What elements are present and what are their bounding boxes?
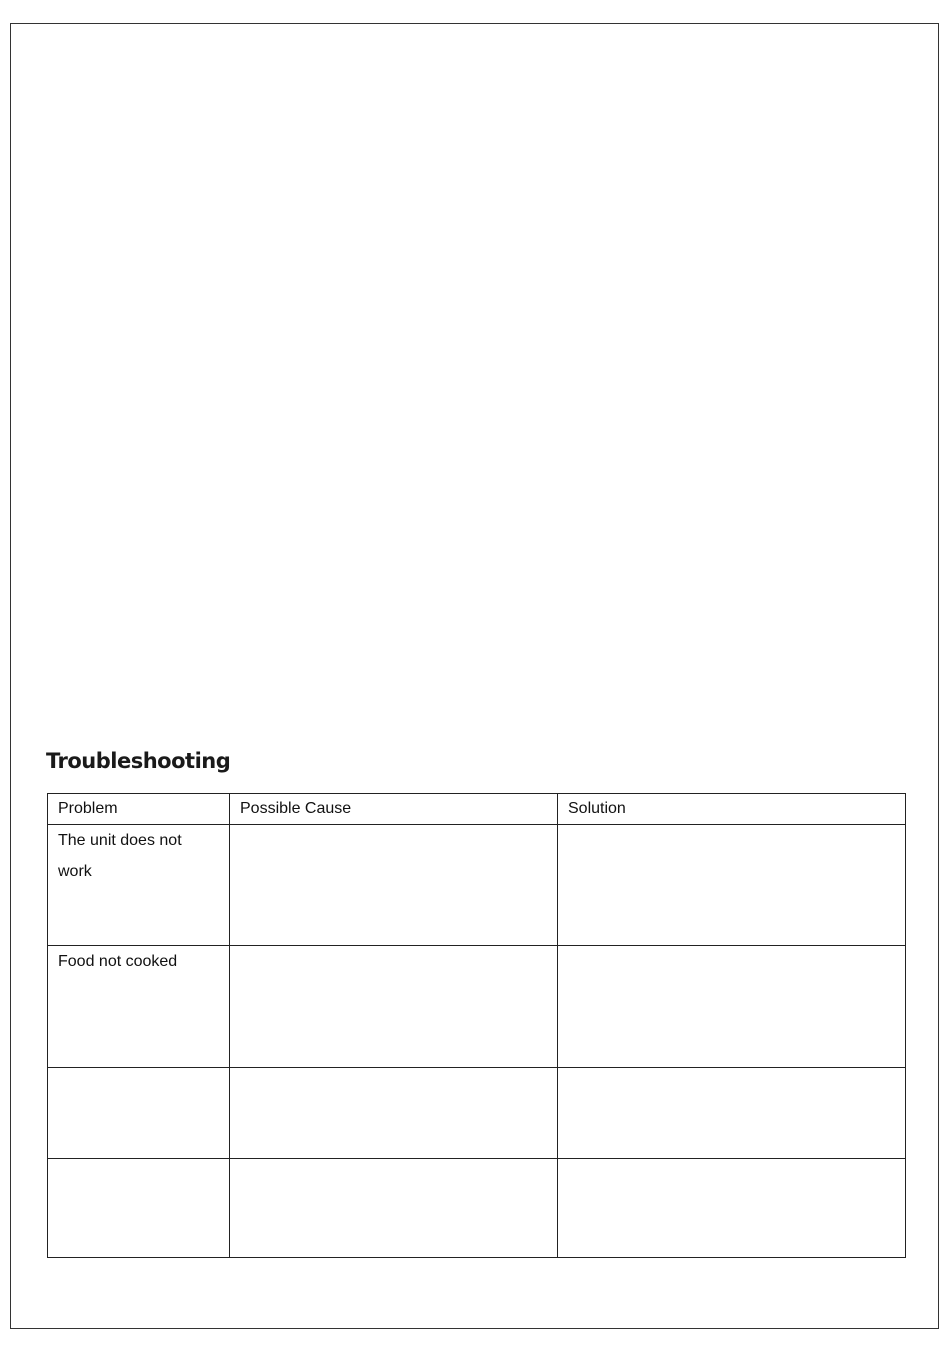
solution-cell (558, 1159, 906, 1258)
table-row (48, 946, 906, 1068)
cause-cell (230, 1159, 558, 1258)
table-row (48, 825, 906, 946)
problem-cell: Food not cooked (48, 946, 230, 1068)
troubleshooting-table (47, 793, 906, 1258)
solution-cell (558, 825, 906, 946)
table-row (48, 1068, 906, 1159)
table-header-row (48, 794, 906, 825)
cause-cell (230, 1068, 558, 1159)
cause-cell (230, 825, 558, 946)
table-row (48, 1159, 906, 1258)
section-title: Troubleshooting (46, 749, 231, 773)
problem-cell: The unit does not work (48, 825, 230, 946)
solution-cell (558, 946, 906, 1068)
header-problem: Problem (48, 794, 230, 825)
solution-cell (558, 1068, 906, 1159)
problem-cell (48, 1159, 230, 1258)
cause-cell (230, 946, 558, 1068)
header-solution: Solution (558, 794, 906, 825)
problem-cell (48, 1068, 230, 1159)
header-possible-cause: Possible Cause (230, 794, 558, 825)
